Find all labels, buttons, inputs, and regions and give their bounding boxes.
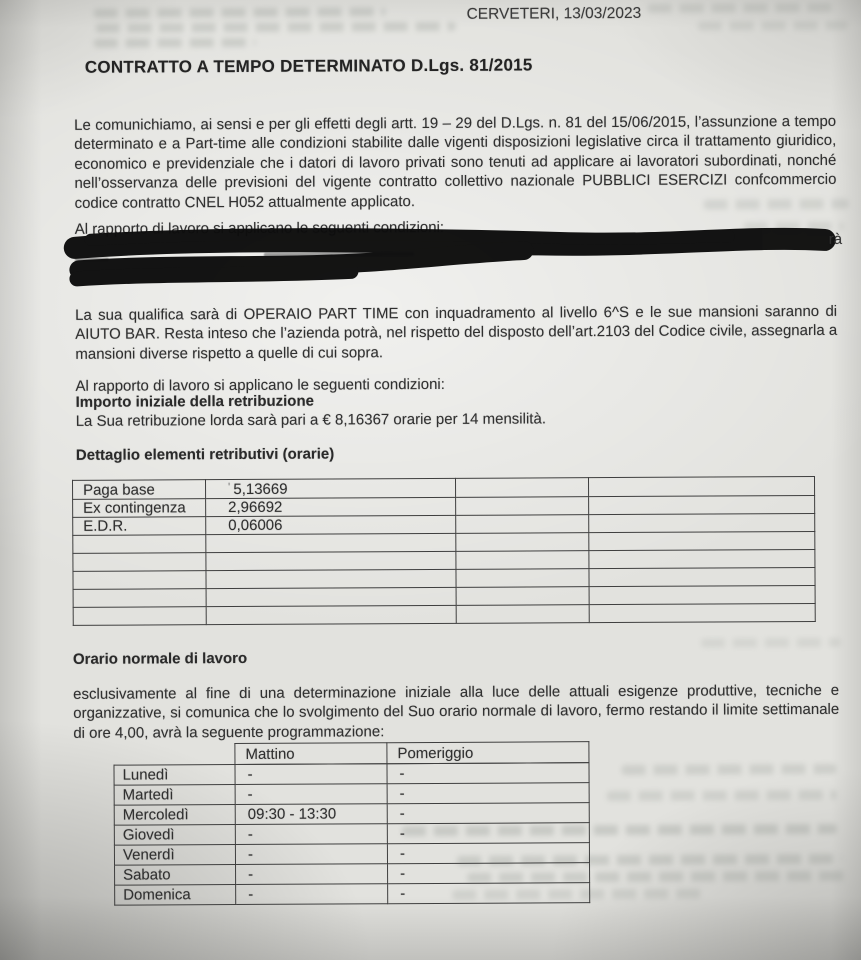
table-row [114, 843, 589, 865]
pay-label-cell: Paga base [72, 480, 205, 500]
column-header-afternoon: Pomeriggio [387, 742, 589, 764]
intro-paragraph: Le comunichiamo, ai sensi e per gli effetti degli artt. 19 – 29 del D.Lgs. n. 81 del 15/06/2015, l’assunzione a tempo determinato e a Part-time alle condizioni stabilite dalle vigenti disposizioni legislative circa il trattamento giuridico, economico e previdenziale che i datori di lavoro privati sono tenuti ad applicare ai lavoratori subordinati, nonché nell’osservanza delle previsioni del vigente contratto collettivo nazionale PUBBLICI ESERCIZI confcommercio codice contratto CNEL H052 attualmente applicato. [74, 112, 837, 212]
schedule-paragraph: esclusivamente al fine di una determinazione iniziale alla luce delle attuali esigenze produttive, tecniche e organizzative, si comunica che lo svolgimento del Suo orario normale di lavoro, fermo restando il limite settimanale di ore 4,00, avrà la seguente programmazione: [73, 681, 840, 742]
retribution-heading: Importo iniziale della retribuzione [75, 392, 315, 411]
pay-label-cell: E.D.R. [73, 517, 206, 536]
empty-cell [589, 531, 815, 550]
pay-label-cell: Ex contingenza [73, 499, 206, 518]
empty-cell [455, 478, 588, 498]
day-cell: Venerdì [114, 845, 235, 866]
empty-cell [73, 553, 206, 572]
day-cell: Mercoledì [114, 805, 235, 826]
pay-value-cell: 0,06006 [206, 515, 456, 534]
empty-cell [589, 549, 815, 568]
empty-cell [73, 535, 206, 554]
day-cell: Lunedì [114, 765, 235, 786]
table-row [115, 863, 590, 885]
qualification-paragraph: La sua qualifica sarà di OPERAIO PART TIME con inquadramento al livello 6^S e le sue mansioni saranno di AIUTO BAR. Resta inteso che l’azienda potrà, nel rispetto del disposto dell’art.2103 del Codice civile, assegnarla a mansioni diverse rispetto a quelle di cui sopra. [75, 302, 838, 363]
empty-cell [456, 533, 589, 552]
empty-cell [73, 571, 206, 590]
table-row [114, 823, 589, 845]
bleed-through-mark [96, 22, 456, 33]
morning-cell: - [236, 884, 388, 905]
empty-cell [206, 533, 456, 552]
table-row [114, 783, 589, 805]
table-row [114, 803, 589, 825]
afternoon-cell: - [388, 863, 590, 884]
empty-cell [456, 605, 589, 624]
empty-cell [589, 603, 815, 622]
conditions-line-2: Al rapporto di lavoro si applicano le seguenti condizioni: [75, 375, 445, 395]
day-cell: Martedì [114, 785, 235, 806]
afternoon-cell: - [387, 843, 589, 864]
empty-cell [456, 551, 589, 570]
afternoon-cell: - [387, 763, 589, 784]
morning-cell: - [235, 764, 387, 785]
afternoon-cell: - [388, 883, 590, 904]
empty-cell [589, 585, 815, 604]
city-date-line: CERVETERI, 13/03/2023 [466, 4, 642, 23]
day-cell: Giovedì [114, 825, 235, 846]
day-cell: Domenica [115, 885, 236, 906]
conditions-line-1: Al rapporto di lavoro si applicano le seguenti condizioni: [74, 218, 445, 238]
afternoon-cell: - [387, 783, 589, 804]
redacted-text-fragment [264, 252, 414, 257]
column-header-morning: Mattino [235, 743, 387, 765]
empty-cell [456, 515, 589, 534]
morning-cell: - [236, 864, 388, 885]
empty-cell [589, 567, 815, 586]
table-row [114, 763, 589, 785]
empty-cell [456, 569, 589, 588]
morning-cell: 09:30 - 13:30 [235, 804, 387, 825]
day-cell: Sabato [115, 865, 236, 886]
empty-cell [588, 476, 814, 496]
empty-cell [589, 495, 815, 514]
empty-cell [206, 605, 456, 624]
empty-cell [589, 513, 815, 532]
pay-elements-table [72, 476, 816, 626]
empty-cell [206, 587, 456, 606]
bleed-through-mark [621, 764, 836, 775]
pay-table-heading: Dettaglio elementi retributivi (orarie) [75, 445, 335, 464]
bleed-through-mark [607, 790, 837, 801]
empty-cell [206, 551, 456, 570]
bleed-through-mark [648, 3, 836, 13]
morning-cell: - [235, 844, 387, 865]
table-row [115, 883, 590, 905]
empty-cell [456, 497, 589, 516]
schedule-table [113, 762, 590, 905]
afternoon-cell: - [387, 823, 589, 844]
bleed-through-mark [94, 7, 386, 18]
schedule-header-row [234, 741, 589, 765]
schedule-heading: Orario normale di lavoro [72, 649, 248, 668]
bleed-through-mark [94, 38, 256, 48]
empty-cell [73, 589, 206, 608]
table-row [73, 603, 815, 625]
pay-value-cell: 2,96692 [206, 497, 456, 516]
redaction-visible-suffix: rà [828, 230, 843, 248]
afternoon-cell: - [387, 803, 589, 824]
bleed-through-mark [701, 638, 841, 648]
stray-mark: ' [227, 480, 231, 495]
retribution-text: La Sua retribuzione lorda sarà pari a € 8,16367 orarie per 14 mensilità. [75, 410, 547, 430]
morning-cell: - [235, 784, 387, 805]
empty-cell [206, 569, 456, 588]
bleed-through-mark [698, 21, 848, 31]
redacted-text-fragment [75, 258, 109, 262]
morning-cell: - [235, 824, 387, 845]
empty-cell [456, 587, 589, 606]
empty-cell [73, 607, 206, 626]
pay-value-cell: ' 5,13669 [205, 478, 455, 498]
table-row [235, 742, 589, 765]
page-title: CONTRATTO A TEMPO DETERMINATO D.Lgs. 81/2015 [84, 55, 533, 77]
